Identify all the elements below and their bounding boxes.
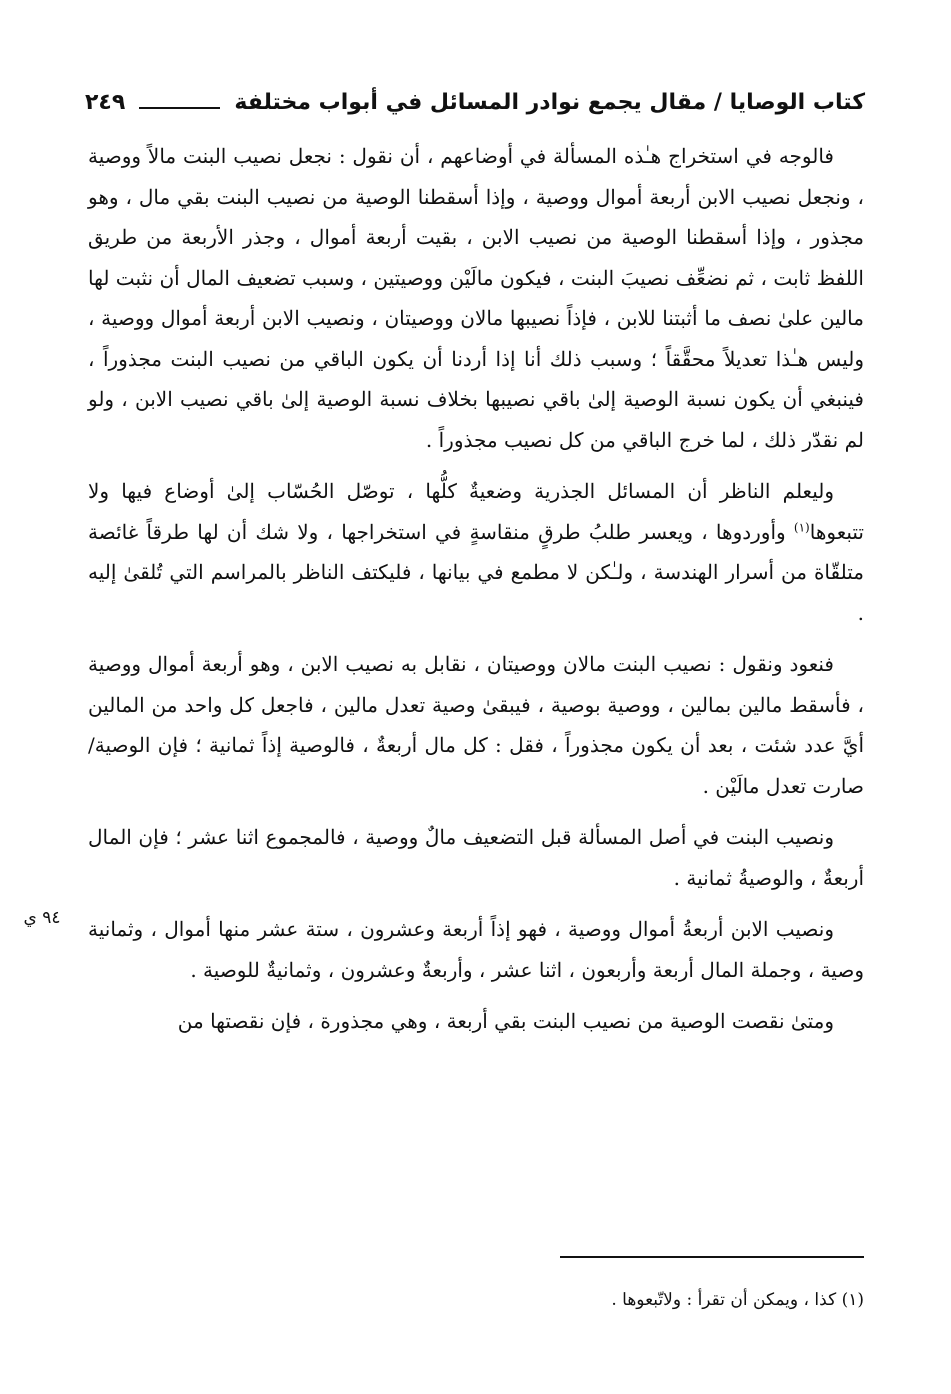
- margin-note: ٩٤ ي: [23, 908, 61, 928]
- paragraph-1: فالوجه في استخراج هـٰذه المسألة في أوضاعهم ، أن نقول : نجعل نصيب البنت مالاً ووصية ، ونجعل نصيب الابن أربعة أموال ووصية ، وإذا أسقطنا الوصية من نصيب البنت بقي مال ، وهو مجذور ، وإذا أسقطنا الوصية من نصيب الابن ، بقيت أربعة أموال ، وجذر الأربعة من طريق اللفظ ثابت ، ثم نضعِّف نصيبَ البنت ، فيكون مالَيْن ووصيتين ، وسبب تضعيف المال أن نثبت لها مالين علىٰ نصف ما أثبتنا للابن ، فإذاً نصيبها مالان ووصيتان ، ونصيب الابن أربعة أموال ووصية ، وليس هـٰذا تعديلاً محقَّقاً ؛ وسبب ذلك أنا إذا أردنا أن يكون الباقي من نصيب البنت مجذوراً ، فينبغي أن يكون نسبة الوصية إلىٰ باقي نصيبها بخلاف نسبة الوصية إلىٰ باقي نصيب الابن ، ولو لم نقدّر ذلك ، لما خرج الباقي من كل نصيب مجذوراً .: [88, 144, 864, 452]
- header-title: كتاب الوصايا / مقال يجمع نوادر المسائل في أبواب مختلفة: [234, 89, 865, 115]
- paragraph-5: ونصيب الابن أربعةُ أموال ووصية ، فهو إذاً أربعة وعشرون ، ستة عشر منها أموال ، وثمانية وصية ، وجملة المال أربعة وأربعون ، اثنا عشر ، وأربعةٌ وعشرون ، وثمانيةٌ للوصية .: [88, 917, 864, 982]
- paragraph-3: فنعود ونقول : نصيب البنت مالان ووصيتان ، نقابل به نصيب الابن ، وهو أربعة أموال ووصية ، فأسقط مالين بمالين ، ووصية بوصية ، فيبقىٰ وصية تعدل مالين ، فاجعل كل واحد من المالين أيَّ عدد شئت ، بعد أن يكون مجذوراً ، فقل : كل مال أربعةٌ ، فالوصية إذاً ثمانية ؛ فإن الوصية/ صارت تعدل مالَيْن .: [88, 652, 864, 798]
- running-header: [85, 82, 865, 122]
- footnote-rule: [560, 1256, 864, 1258]
- footnote-reference[interactable]: (١): [793, 519, 810, 534]
- footnote-marker: (١): [841, 1290, 864, 1310]
- footnote-text: كذا ، ويمكن أن تقرأ : ولاتّبعوها .: [611, 1290, 837, 1310]
- paragraph-2-part-1: وليعلم الناظر أن المسائل الجذرية وضعيةٌ كلُّها ، توصّل الحُسّاب إلىٰ أوضاع فيها ولا تتبعوها: [88, 479, 864, 544]
- paragraph-6: ومتىٰ نقصت الوصية من نصيب البنت بقي أربعة ، وهي مجذورة ، فإن نقصتها من: [177, 1009, 834, 1033]
- page-number: ٢٤٩: [85, 89, 126, 115]
- paragraph-2: [88, 471, 864, 633]
- paragraph-2-part-2: وأوردوها ، ويعسر طلبُ طرقٍ منقاسةٍ في استخراجها ، ولا شك أن لها طرقاً غائصة متلقّاة من أسرار الهندسة ، ولـٰكن لا مطمع في بيانها ، فليكتف الناظر بالمراسم التي تُلقىٰ إليه .: [88, 519, 864, 625]
- paragraph-4: ونصيب البنت في أصل المسألة قبل التضعيف مالٌ ووصية ، فالمجموع اثنا عشر ؛ فإن المال أربعةٌ ، والوصيةُ ثمانية .: [88, 825, 864, 890]
- footnote: [300, 1286, 864, 1314]
- body-text: [88, 136, 864, 1053]
- header-rule: [139, 107, 220, 109]
